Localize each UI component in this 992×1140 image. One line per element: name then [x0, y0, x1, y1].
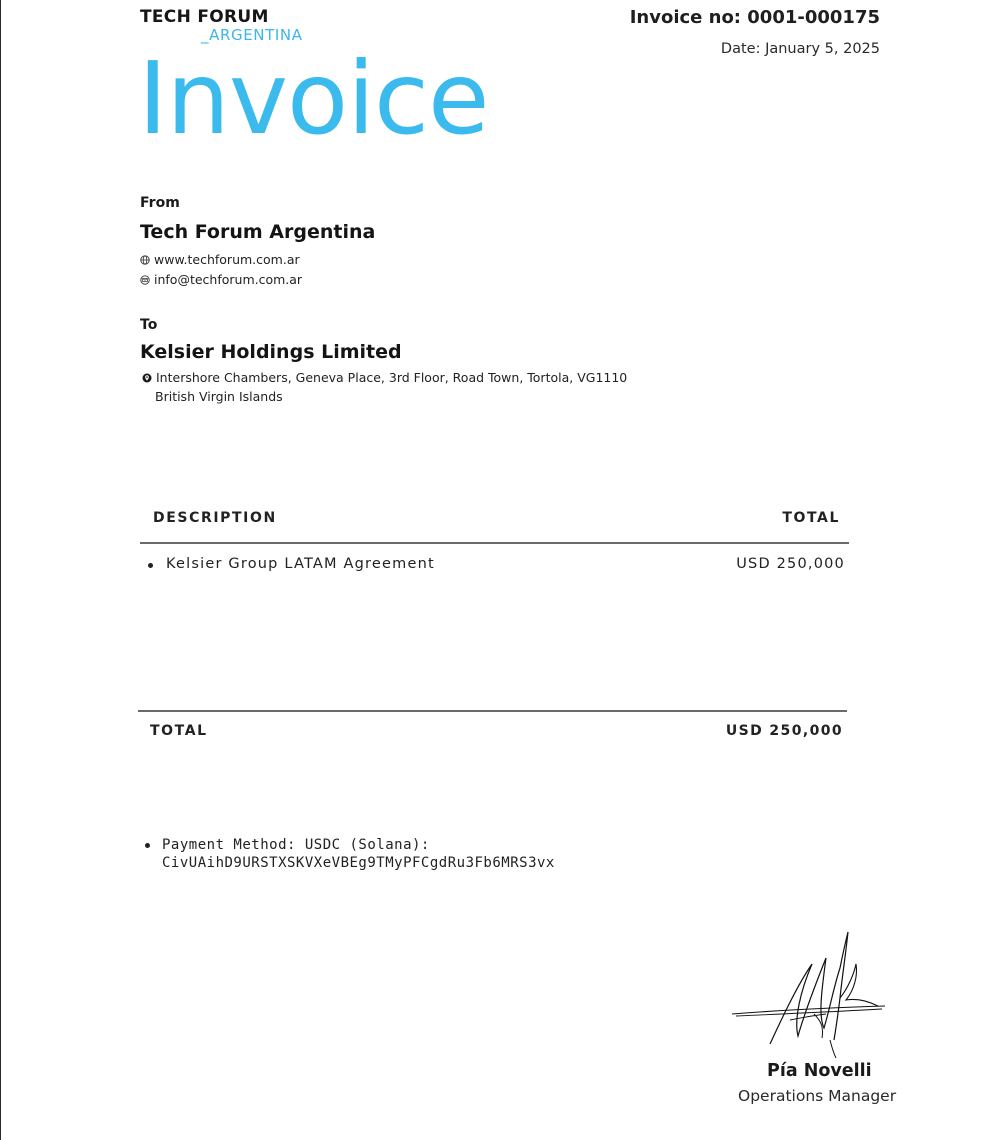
page-title: Invoice [138, 40, 489, 157]
payment-method [162, 836, 555, 872]
invoice-number: Invoice no: 0001-000175 [629, 7, 880, 28]
sender-email-text: info@techforum.com.ar [154, 272, 303, 287]
from-label: From [140, 195, 180, 211]
total-label: TOTAL [150, 723, 208, 739]
recipient-address-line1: Intershore Chambers, Geneva Place, 3rd Floor, Road Town, Tortola, VG1110 [156, 370, 628, 385]
logo-subtext: _ARGENTINA [201, 26, 303, 44]
payment-wallet-address: CivUAihD9URSTXSKVXeVBEg9TMyPFCgdRu3Fb6MRS3vx [162, 855, 555, 871]
payment-method-label: Payment Method: USDC (Solana): [162, 837, 430, 853]
sender-email [140, 272, 302, 287]
logo-text: TECH FORUM [140, 7, 269, 27]
recipient-address-line2: British Virgin Islands [155, 389, 283, 404]
sender-website [140, 252, 300, 267]
line-item-amount: USD 250,000 [736, 556, 845, 572]
total-amount: USD 250,000 [725, 723, 843, 739]
recipient-name: Kelsier Holdings Limited [140, 341, 402, 363]
list-bullet [148, 563, 153, 568]
list-bullet [145, 843, 150, 848]
recipient-address [142, 370, 627, 385]
location-pin-icon [142, 373, 152, 383]
description-column-header: DESCRIPTION [153, 510, 277, 526]
line-item-description: Kelsier Group LATAM Agreement [166, 556, 435, 572]
signatory-role: Operations Manager [738, 1087, 897, 1105]
to-label: To [140, 317, 158, 333]
total-column-header: TOTAL [782, 510, 840, 526]
invoice-date: Date: January 5, 2025 [720, 41, 880, 57]
signature-image [730, 928, 890, 1058]
total-divider [138, 710, 847, 712]
globe-icon [140, 255, 150, 265]
sender-website-text: www.techforum.com.ar [154, 252, 300, 267]
signatory-name: Pía Novelli [767, 1061, 872, 1081]
email-icon [140, 275, 150, 285]
table-header-divider [140, 542, 849, 544]
page-edge [0, 0, 1, 1140]
sender-name: Tech Forum Argentina [140, 221, 376, 243]
